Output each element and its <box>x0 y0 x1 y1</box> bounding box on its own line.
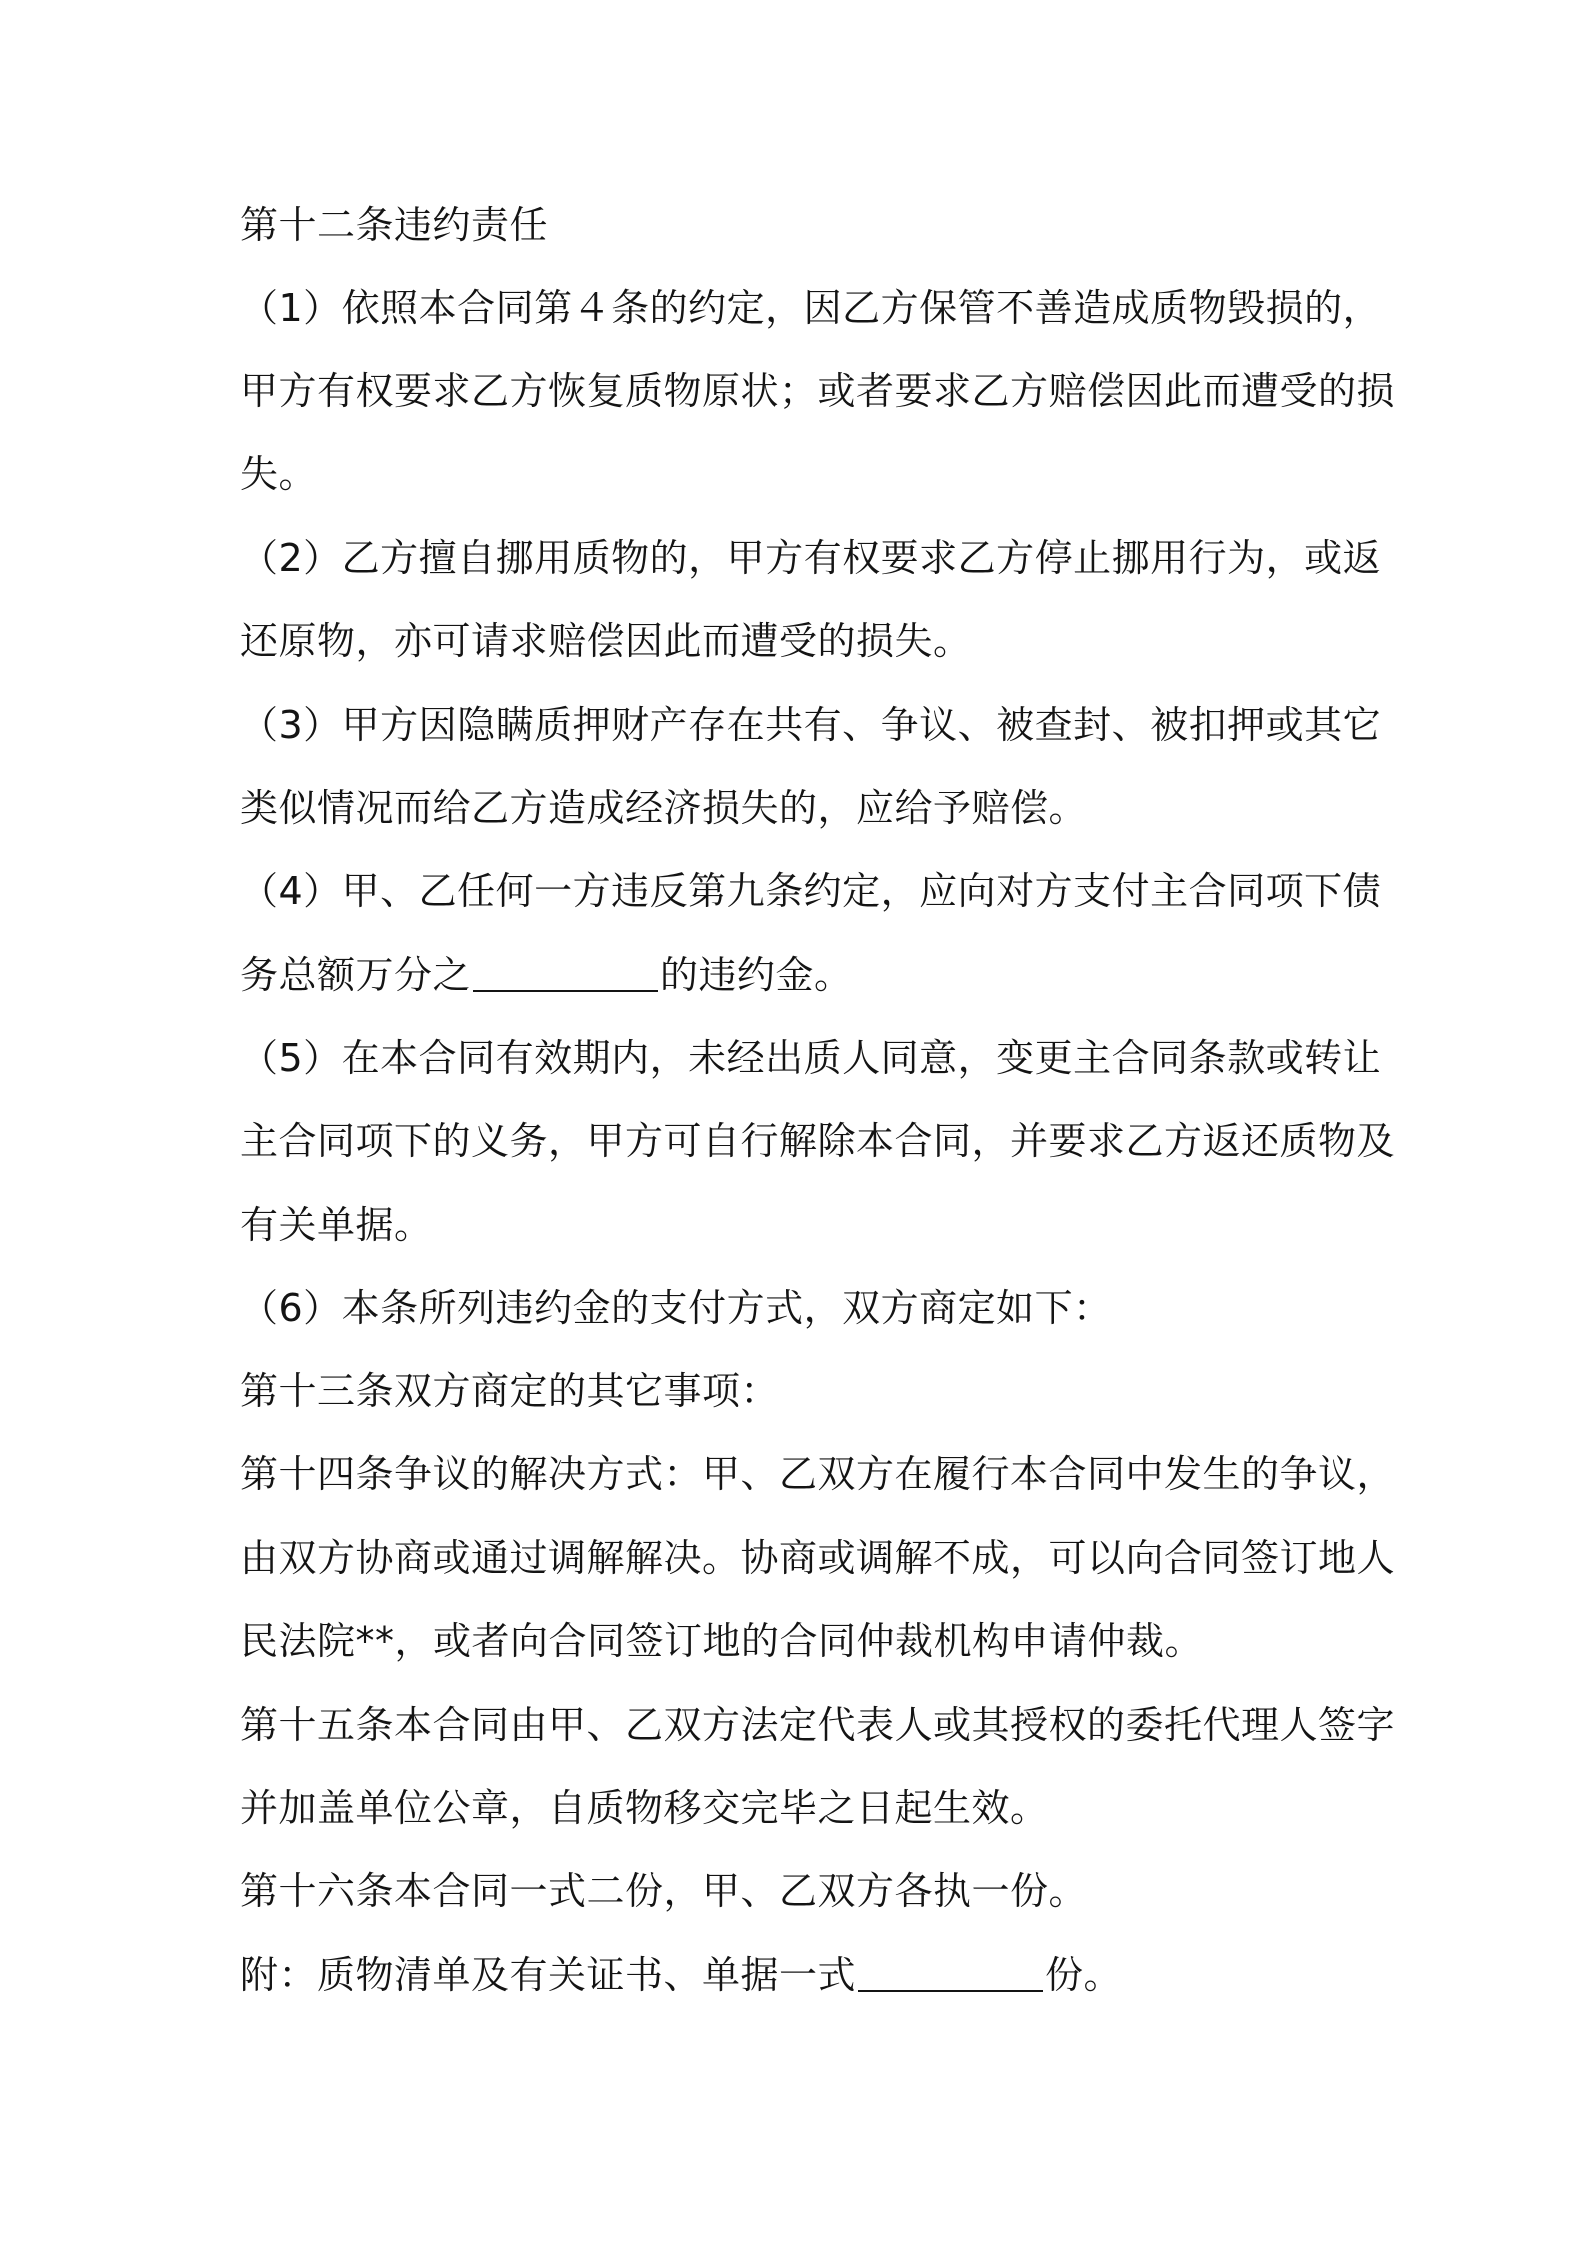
appendix-line <box>240 1945 1122 2005</box>
article-15-line-1: 第十五条本合同由甲、乙双方法定代表人或其授权的委托代理人签字 <box>240 1703 1396 1747</box>
article-12-item-1-line-2: 甲方有权要求乙方恢复质物原状；或者要求乙方赔偿因此而遭受的损 <box>240 369 1396 413</box>
appendix-text-before-blank: 附：质物清单及有关证书、单据一式 <box>240 1953 857 1997</box>
article-14-line-1: 第十四条争议的解决方式：甲、乙双方在履行本合同中发生的争议， <box>240 1452 1396 1496</box>
copies-count-blank <box>858 1946 1043 1992</box>
article-12-item-2-line-2: 还原物，亦可请求赔偿因此而遭受的损失。 <box>240 619 972 663</box>
article-12-item-2-line-1: （2）乙方擅自挪用质物的，甲方有权要求乙方停止挪用行为，或返 <box>240 536 1382 580</box>
article-12-heading: 第十二条违约责任 <box>240 203 549 247</box>
article-12-item-3-line-2: 类似情况而给乙方造成经济损失的，应给予赔偿。 <box>240 786 1088 830</box>
article-12-item-5-line-1: （5）在本合同有效期内，未经出质人同意，变更主合同条款或转让 <box>240 1036 1382 1080</box>
article-15-line-2: 并加盖单位公章，自质物移交完毕之日起生效。 <box>240 1786 1049 1830</box>
article-12-item-6: （6）本条所列违约金的支付方式，双方商定如下： <box>240 1286 1112 1330</box>
penalty-rate-blank <box>473 946 658 992</box>
article-14-line-3: 民法院**，或者向合同签订地的合同仲裁机构申请仲裁。 <box>240 1619 1204 1663</box>
appendix-text-after-blank: 份。 <box>1045 1953 1123 1997</box>
article-12-item-5-line-3: 有关单据。 <box>240 1203 433 1247</box>
article-12-item-4-line-2 <box>240 945 853 1005</box>
article-13: 第十三条双方商定的其它事项： <box>240 1369 780 1413</box>
article-12-item-5-line-2: 主合同项下的义务，甲方可自行解除本合同，并要求乙方返还质物及 <box>240 1119 1396 1163</box>
article-12-item-4-line-1: （4）甲、乙任何一方违反第九条约定，应向对方支付主合同项下债 <box>240 869 1382 913</box>
article-16: 第十六条本合同一式二份，甲、乙双方各执一份。 <box>240 1869 1088 1913</box>
item-4-text-after-blank: 的违约金。 <box>660 953 853 997</box>
article-12-item-1-line-3: 失。 <box>240 452 318 496</box>
article-12-item-1-line-1: （1）依照本合同第４条的约定，因乙方保管不善造成质物毁损的， <box>240 286 1382 330</box>
article-14-line-2: 由双方协商或通过调解解决。协商或调解不成，可以向合同签订地人 <box>240 1536 1396 1580</box>
item-4-text-before-blank: 务总额万分之 <box>240 953 472 997</box>
article-12-item-3-line-1: （3）甲方因隐瞒质押财产存在共有、争议、被查封、被扣押或其它 <box>240 703 1382 747</box>
